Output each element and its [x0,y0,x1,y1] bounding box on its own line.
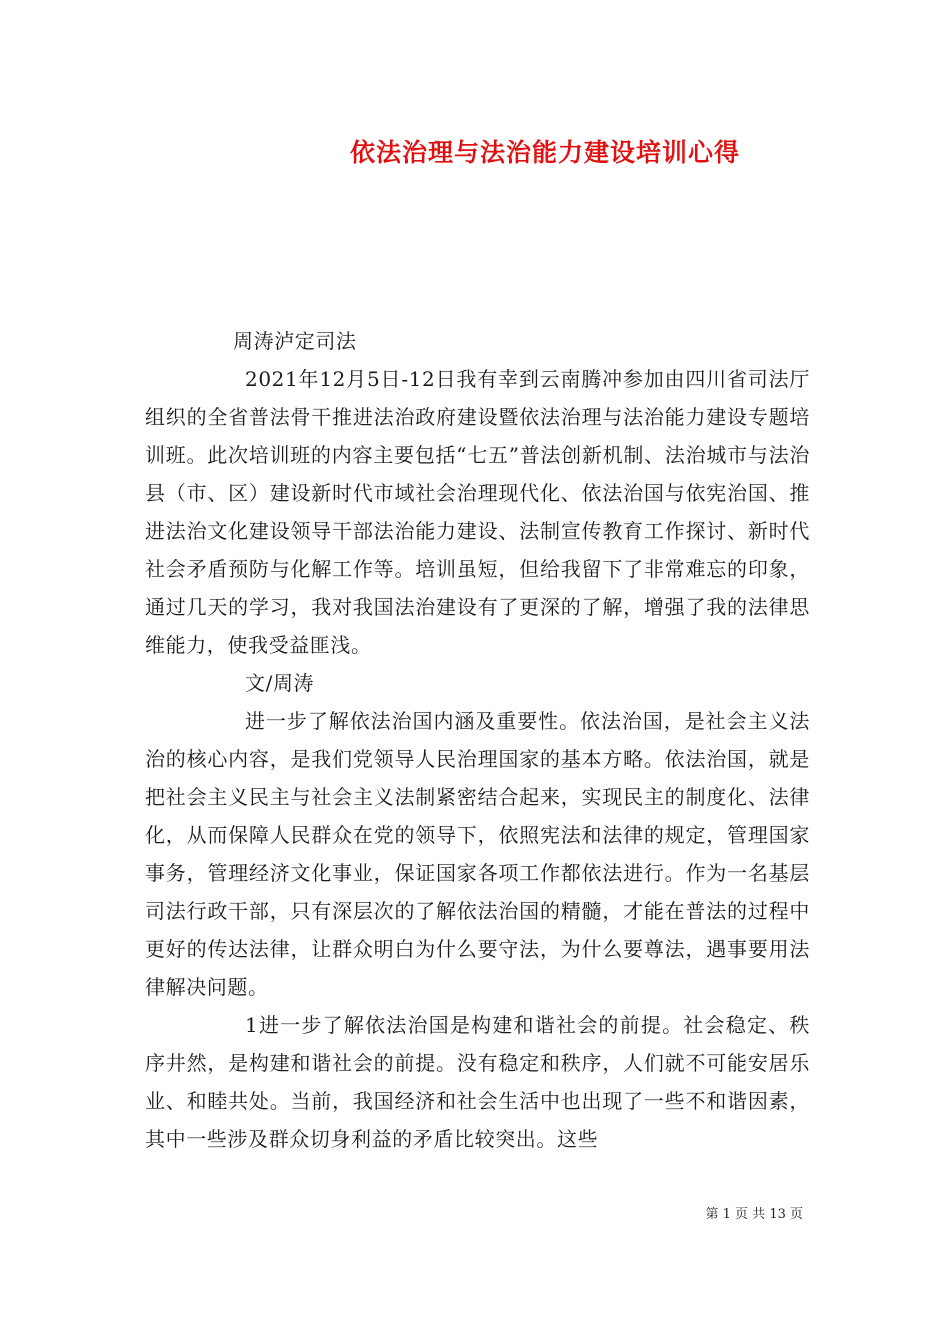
byline: 文/周涛 [245,671,315,695]
paragraph-rule-of-law: 进一步了解依法治国内涵及重要性。依法治国，是社会主义法治的核心内容，是我们党领导人民治理国家的基本方略。依法治国，就是把社会主义民主与社会主义法制紧密结合起来，实现民主的制度化、法律化，从而保障人民群众在党的领导下，依照宪法和法律的规定，管理国家事务，管理经济文化事业，保证国家各项工作都依法进行。作为一名基层司法行政干部，只有深层次的了解依法治国的精髓，才能在普法的过程中更好的传达法律，让群众明白为什么要守法，为什么要尊法，遇事要用法律解决问题。 [145,709,810,999]
page-number: 第 1 页 共 13 页 [705,1207,803,1222]
paragraph-harmonious-society: 1进一步了解依法治国是构建和谐社会的前提。社会稳定、秩序井然，是构建和谐社会的前提。没有稳定和秩序，人们就不可能安居乐业、和睦共处。当前，我国经济和社会生活中也出现了一些不和谐因素，其中一些涉及群众切身利益的矛盾比较突出。这些 [145,1013,810,1151]
document-body [145,322,810,1158]
author-line: 周涛泸定司法 [233,329,357,353]
paragraph-intro: 2021年12月5日-12日我有幸到云南腾冲参加由四川省司法厅组织的全省普法骨干推进法治政府建设暨依法治理与法治能力建设专题培训班。此次培训班的内容主要包括“七五”普法创新机制、法治城市与法治县（市、区）建设新时代市域社会治理现代化、依法治国与依宪治国、推进法治文化建设领导干部法治能力建设、法制宣传教育工作探讨、新时代社会矛盾预防与化解工作等。培训虽短，但给我留下了非常难忘的印象，通过几天的学习，我对我国法治建设有了更深的了解，增强了我的法律思维能力，使我受益匪浅。 [145,367,810,657]
document-title: 依法治理与法治能力建设培训心得 [349,138,740,167]
